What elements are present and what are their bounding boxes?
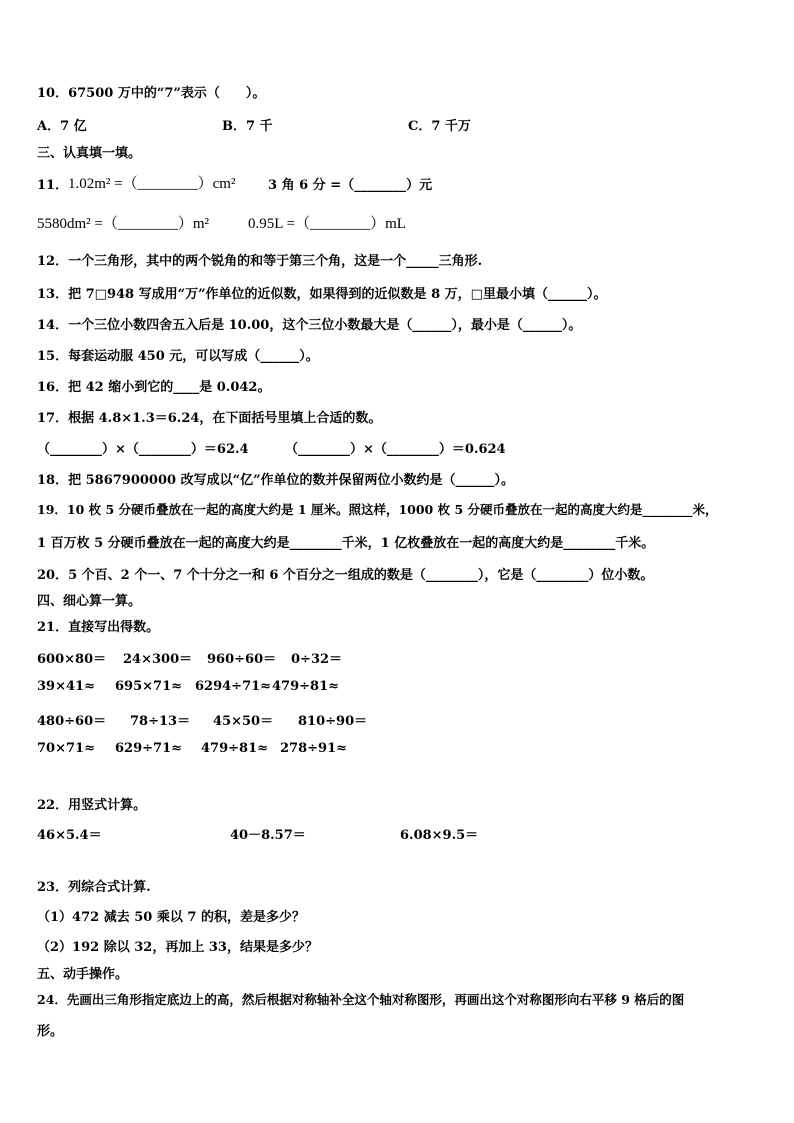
question-24-line-2: 形。 xyxy=(37,1024,64,1039)
calc-cell: 479÷81≈ xyxy=(201,741,269,756)
question-13: 13．把 7□948 写成用“万”作单位的近似数，如果得到的近似数是 8 万，□里最小填（______）。 xyxy=(37,287,607,302)
question-10-option-a: A．7 亿 xyxy=(37,119,87,134)
question-23-sub-1: （1）472 减去 50 乘以 7 的积，差是多少？ xyxy=(37,910,305,925)
question-10-option-b: B．7 千 xyxy=(222,119,273,134)
question-23-stem: 23．列综合式计算. xyxy=(37,880,151,895)
question-11-expr-3: 5580dm² =（________）m² xyxy=(37,216,210,232)
question-10-stem: 10．67500 万中的“7”表示（ ）。 xyxy=(37,86,266,101)
calc-cell: 39×41≈ xyxy=(37,679,95,694)
section-3-heading: 三、认真填一填。 xyxy=(37,146,142,161)
calc-cell: 480÷60＝ xyxy=(37,714,107,729)
question-11-expr-1: 1.02m² =（________）cm² xyxy=(68,176,236,192)
vertical-calc-item: 40－8.57＝ xyxy=(230,828,306,843)
calc-cell: 0÷32＝ xyxy=(291,652,343,667)
question-19-line-2: 1 百万枚 5 分硬币叠放在一起的高度大约是________千米，1 亿枚叠放在一起的高度大约是________千米。 xyxy=(37,536,655,551)
question-16: 16．把 42 缩小到它的____是 0.042。 xyxy=(37,380,271,395)
question-15: 15．每套运动服 450 元，可以写成（______）。 xyxy=(37,349,319,364)
question-10-option-c: C．7 千万 xyxy=(408,119,471,134)
question-17-row-2: （________）×（________）＝0.624 xyxy=(285,442,506,457)
question-11-number: 11． xyxy=(37,178,69,193)
calc-cell: 6294÷71≈ xyxy=(195,679,272,694)
calc-cell: 278÷91≈ xyxy=(280,741,348,756)
question-14: 14．一个三位小数四舍五入后是 10.00，这个三位小数最大是（______），最小是（______）。 xyxy=(37,318,582,333)
question-11-expr-4: 0.95L =（________）mL xyxy=(248,216,406,232)
question-19-line-1: 19．10 枚 5 分硬币叠放在一起的高度大约是 1 厘米。照这样，1000 枚 5 分硬币叠放在一起的高度大约是________米， xyxy=(37,502,718,517)
question-12: 12．一个三角形，其中的两个锐角的和等于第三个角，这是一个_____三角形. xyxy=(37,254,483,269)
question-17-row-1: （________）×（________）＝62.4 xyxy=(37,442,249,457)
question-22-stem: 22．用竖式计算。 xyxy=(37,798,147,813)
question-23-sub-2: （2）192 除以 32，再加上 33，结果是多少？ xyxy=(37,940,318,955)
question-20: 20．5 个百、2 个一、7 个十分之一和 6 个百分之一组成的数是（________），它是（________）位小数。 xyxy=(37,568,654,583)
calc-cell: 78÷13＝ xyxy=(130,714,191,729)
section-4-heading: 四、细心算一算。 xyxy=(37,594,142,609)
calc-cell: 24×300＝ xyxy=(123,652,193,667)
question-24-line-1: 24．先画出三角形指定底边上的高，然后根据对称轴补全这个轴对称图形，再画出这个对称图形向右平移 9 格后的图 xyxy=(37,992,685,1007)
calc-cell: 960÷60＝ xyxy=(207,652,277,667)
question-18: 18．把 5867900000 改写成以“亿”作单位的数并保留两位小数约是（______）。 xyxy=(37,473,515,488)
section-5-heading: 五、动手操作。 xyxy=(37,967,129,982)
calc-cell: 45×50＝ xyxy=(213,714,274,729)
calc-cell: 629÷71≈ xyxy=(115,741,183,756)
calc-cell: 600×80＝ xyxy=(37,652,107,667)
calc-cell: 810÷90＝ xyxy=(298,714,368,729)
vertical-calc-item: 6.08×9.5＝ xyxy=(400,828,479,843)
question-11-expr-2: 3 角 6 分 =（________）元 xyxy=(268,178,433,193)
question-21-stem: 21．直接写出得数。 xyxy=(37,620,160,635)
calc-cell: 695×71≈ xyxy=(115,679,183,694)
calc-cell: 70×71≈ xyxy=(37,741,95,756)
calc-cell: 479÷81≈ xyxy=(272,679,340,694)
vertical-calc-item: 46×5.4＝ xyxy=(37,828,102,843)
question-17-stem: 17．根据 4.8×1.3＝6.24，在下面括号里填上合适的数。 xyxy=(37,411,382,426)
